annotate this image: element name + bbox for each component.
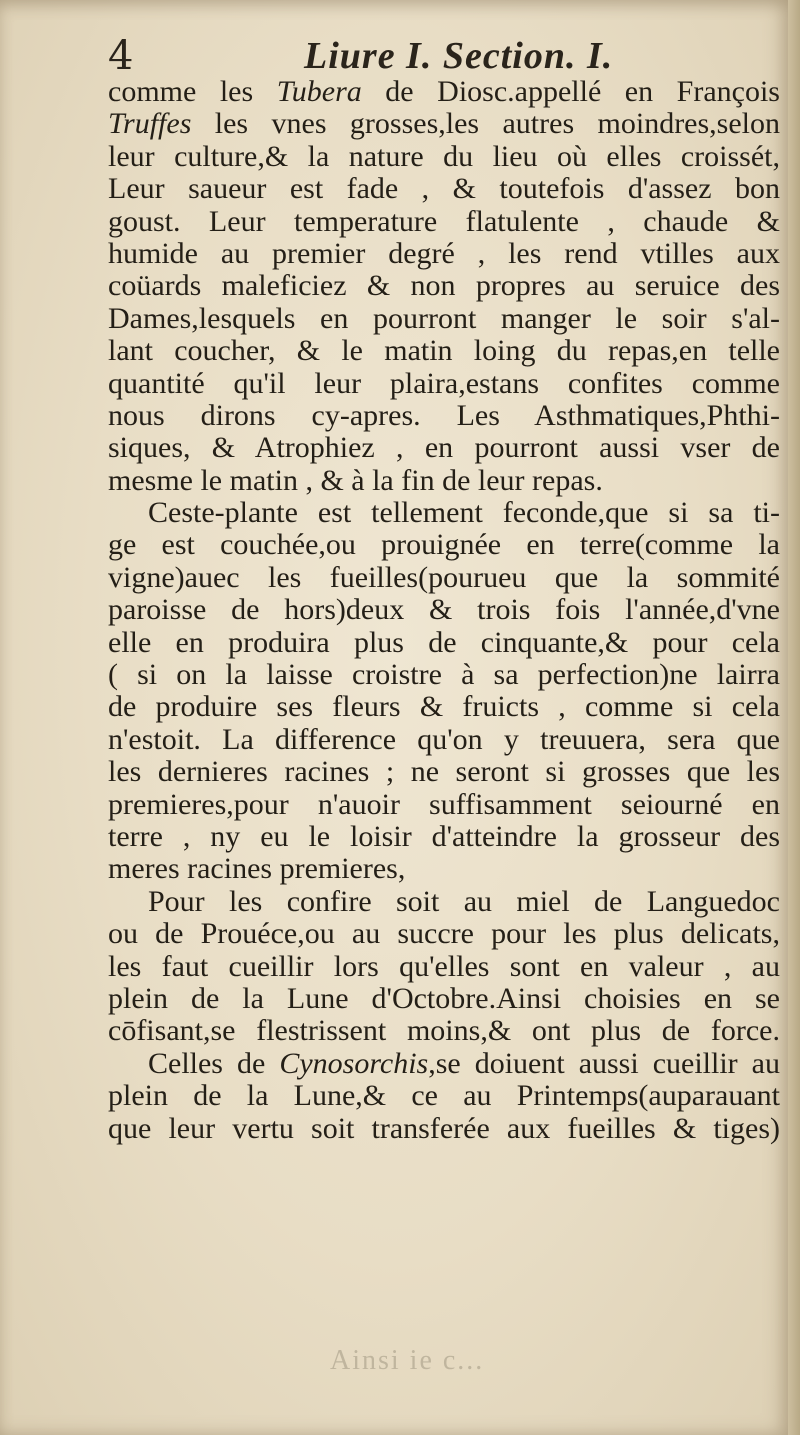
text-line-10: quantité qu'il leur plaira,estans confites comme [108,367,780,400]
text-line-21: n'estoit. La difference qu'on y treuuera, sera que [108,723,780,756]
running-head: Liure I. Section. I. [304,35,614,77]
text-line-20: de produire ses fleurs & fruicts , comme si cela [108,691,780,724]
text-line-29: plein de la Lune d'Octobre.Ainsi choisies en se [108,982,780,1015]
text-line-19: ( si on la laisse croistre à sa perfection)ne lairra [108,659,780,692]
text-line-13: mesme le matin , & à la fin de leur repas. [108,464,603,497]
text-line-33: que leur vertu soit transferée aux fueilles & tiges) [108,1112,780,1145]
text-line-9: lant coucher, & le matin loing du repas,en telle [108,335,780,368]
text-line-1: comme les Tubera de Diosc.appellé en François [108,76,780,108]
text-line-7: coüards maleficiez & non propres au seruice des [108,270,780,303]
page-number: 4 [108,33,134,79]
text-line-12: siques, & Atrophiez , en pourront aussi vser de [108,432,780,465]
text-line-3: leur culture,& la nature du lieu où elles croissét, [108,140,780,173]
text-line-30: cōfisant,se flestrissent moins,& ont plus de force. [108,1015,780,1048]
page-edge [788,0,800,1435]
show-through-text: Ainsi ie c... [330,1345,485,1376]
text-line-22: les dernieres racines ; ne seront si grosses que les [108,756,780,789]
text-line-32: plein de la Lune,& ce au Printemps(auparauant [108,1080,780,1113]
text-line-2: Truffes les vnes grosses,les autres moindres,selon [108,108,780,141]
text-line-5: goust. Leur temperature flatulente , chaude & [108,205,780,238]
text-line-24: terre , ny eu le loisir d'atteindre la grosseur des [108,820,780,853]
text-line-18: elle en produira plus de cinquante,& pour cela [108,626,780,659]
text-line-6: humide au premier degré , les rend vtilles aux [108,237,780,270]
text-line-8: Dames,lesquels en pourront manger le soir s'al- [108,302,780,335]
text-line-26: Pour les confire soit au miel de Languedoc [148,885,780,918]
text-line-11: nous dirons cy-apres. Les Asthmatiques,Phthi- [108,399,780,432]
text-line-16: vigne)auec les fueilles(pourueu que la sommité [108,561,780,594]
text-line-23: premieres,pour n'auoir suffisamment seiourné en [108,788,780,821]
text-line-28: les faut cueillir lors qu'elles sont en valeur , au [108,950,780,983]
page-header [108,30,768,82]
text-line-25: meres racines premieres, [108,853,406,886]
text-line-14: Ceste-plante est tellement feconde,que si sa ti- [148,497,780,530]
text-line-15: ge est couchée,ou prouignée en terre(comme la [108,529,780,562]
body-text [108,76,780,1145]
text-line-4: Leur saueur est fade , & toutefois d'assez bon [108,173,780,206]
text-line-31: Celles de Cynosorchis,se doiuent aussi cueillir au [148,1047,780,1080]
text-line-17: paroisse de hors)deux & trois fois l'année,d'vne [108,594,780,627]
text-line-27: ou de Prouéce,ou au succre pour les plus delicats, [108,918,780,951]
